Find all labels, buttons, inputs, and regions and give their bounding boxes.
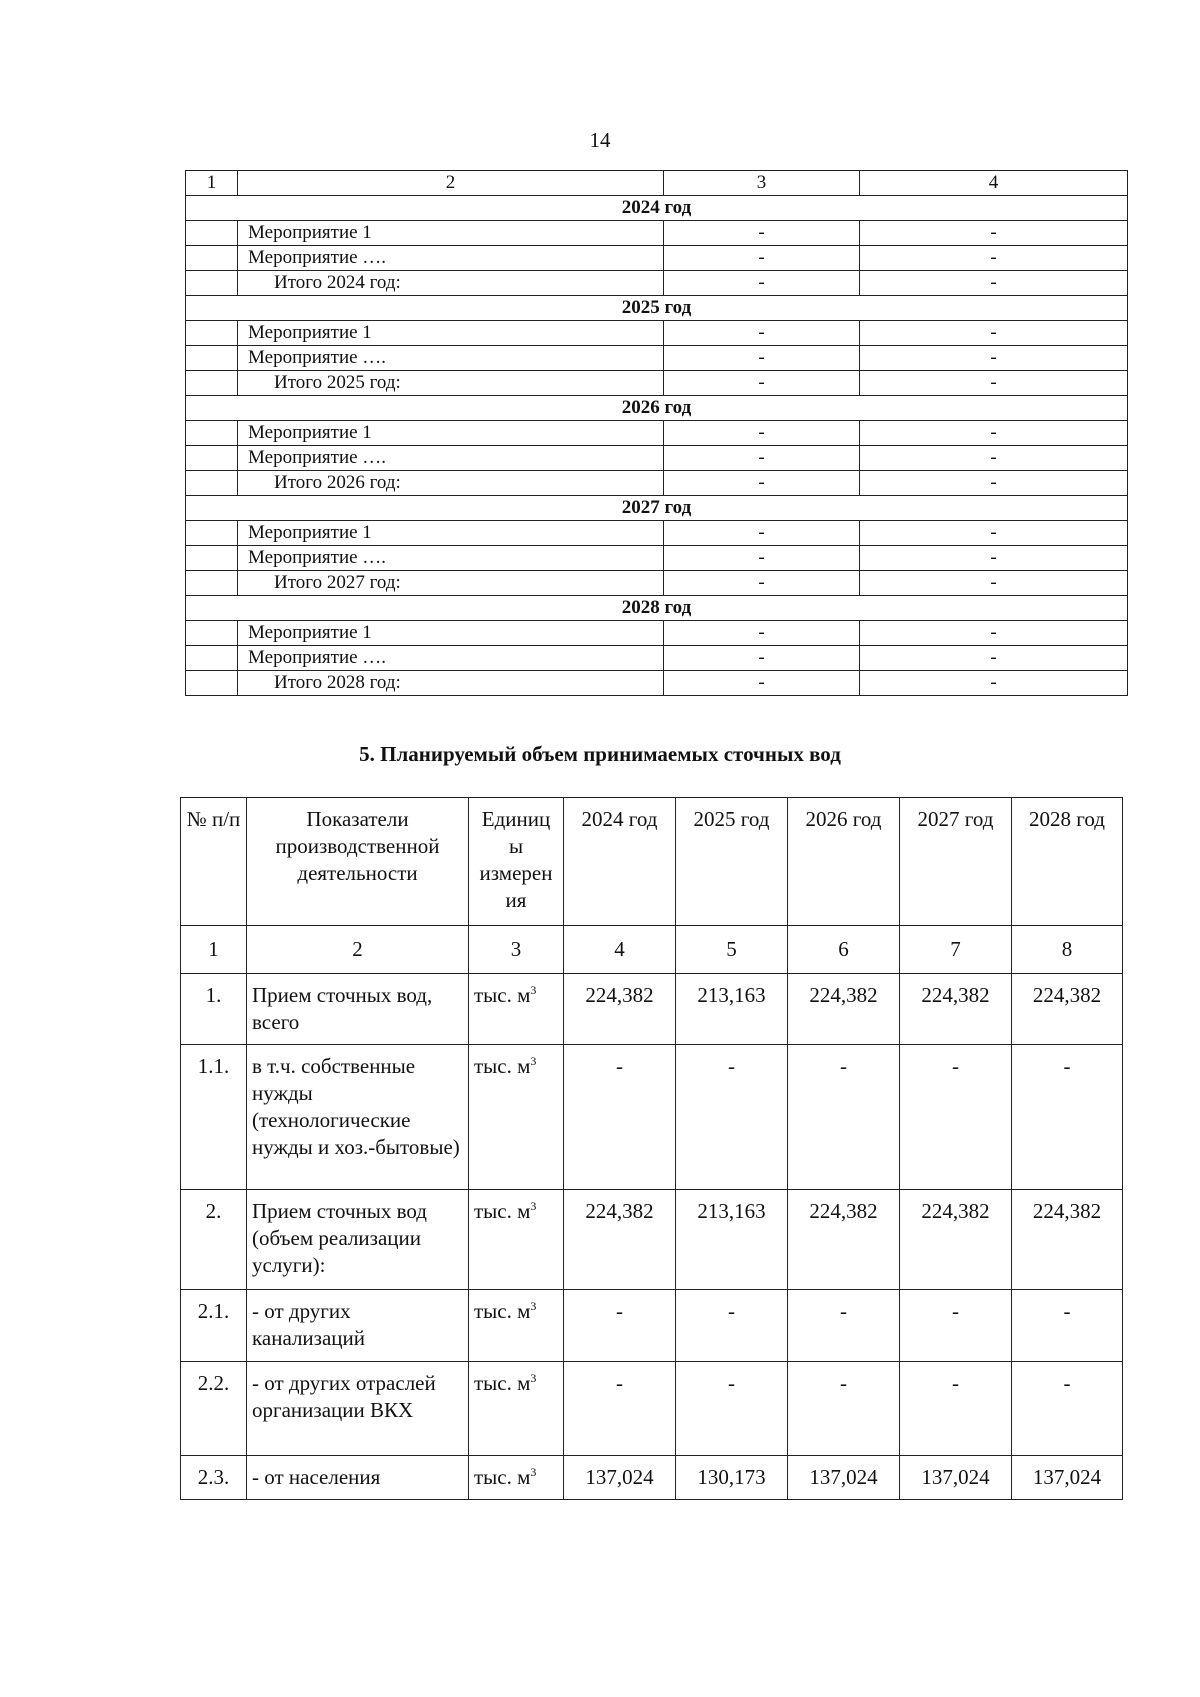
table-row bbox=[186, 221, 1128, 246]
header-2027: 2027 год bbox=[900, 798, 1012, 926]
value-cell-col4: - bbox=[860, 621, 1128, 646]
unit-text: тыс. м bbox=[474, 1199, 531, 1223]
row-number: 1. bbox=[181, 974, 247, 1045]
wastewater-table-column-numbers bbox=[181, 926, 1123, 974]
value-cell-2025: 213,163 bbox=[676, 1190, 788, 1290]
value-cell-col4: - bbox=[860, 321, 1128, 346]
value-cell-col4: - bbox=[860, 546, 1128, 571]
row-index-cell bbox=[186, 371, 238, 396]
value-cell-col4: - bbox=[860, 671, 1128, 696]
row-index-cell bbox=[186, 646, 238, 671]
col-number: 8 bbox=[1012, 926, 1123, 974]
events-table-body bbox=[186, 171, 1128, 696]
year-group-row bbox=[186, 196, 1128, 221]
unit-superscript: 3 bbox=[530, 983, 537, 997]
value-cell-col3: - bbox=[664, 646, 860, 671]
value-cell-2024: 224,382 bbox=[564, 1190, 676, 1290]
unit-text: тыс. м bbox=[474, 1465, 531, 1489]
row-index-cell bbox=[186, 421, 238, 446]
table-row bbox=[186, 521, 1128, 546]
value-cell-2027: 224,382 bbox=[900, 974, 1012, 1045]
year-group-row bbox=[186, 396, 1128, 421]
header-cell-3: 3 bbox=[664, 171, 860, 196]
value-cell-2025: 213,163 bbox=[676, 974, 788, 1045]
value-cell-col3: - bbox=[664, 346, 860, 371]
value-cell-col4: - bbox=[860, 646, 1128, 671]
value-cell-col3: - bbox=[664, 546, 860, 571]
value-cell-2028: 224,382 bbox=[1012, 974, 1123, 1045]
value-cell-col3: - bbox=[664, 521, 860, 546]
table-row bbox=[186, 646, 1128, 671]
value-cell-col4: - bbox=[860, 521, 1128, 546]
value-cell-2025: - bbox=[676, 1045, 788, 1190]
unit-superscript: 3 bbox=[530, 1299, 537, 1313]
table-row bbox=[181, 1045, 1123, 1190]
table-row bbox=[181, 1456, 1123, 1500]
value-cell-2027: - bbox=[900, 1290, 1012, 1362]
value-cell-2026: - bbox=[788, 1362, 900, 1456]
table-row bbox=[186, 571, 1128, 596]
row-index-cell bbox=[186, 321, 238, 346]
row-index-cell bbox=[186, 446, 238, 471]
row-index-cell bbox=[186, 546, 238, 571]
table-row bbox=[186, 471, 1128, 496]
header-num: № п/п bbox=[181, 798, 247, 926]
value-cell-2024: - bbox=[564, 1045, 676, 1190]
indicator-label: в т.ч. собственные нужды (технологические нужды и хоз.-бытовые) bbox=[247, 1045, 469, 1190]
value-cell-2028: 137,024 bbox=[1012, 1456, 1123, 1500]
section-title: 5. Планируемый объем принимаемых сточных вод bbox=[359, 742, 841, 766]
col-number: 3 bbox=[469, 926, 564, 974]
table-row bbox=[186, 271, 1128, 296]
row-number: 2.2. bbox=[181, 1362, 247, 1456]
value-cell-2028: 224,382 bbox=[1012, 1190, 1123, 1290]
table-row bbox=[181, 1290, 1123, 1362]
value-cell-col4: - bbox=[860, 346, 1128, 371]
year-group-title: 2028 год bbox=[186, 596, 1128, 621]
row-number: 1.1. bbox=[181, 1045, 247, 1190]
event-label: Мероприятие 1 bbox=[238, 621, 664, 646]
row-index-cell bbox=[186, 246, 238, 271]
header-cell-4: 4 bbox=[860, 171, 1128, 196]
value-cell-2026: 137,024 bbox=[788, 1456, 900, 1500]
event-label: Мероприятие …. bbox=[238, 646, 664, 671]
event-label: Мероприятие 1 bbox=[238, 421, 664, 446]
col-number: 1 bbox=[181, 926, 247, 974]
indicator-label: Прием сточных вод (объем реализации услуги): bbox=[247, 1190, 469, 1290]
table-row bbox=[186, 421, 1128, 446]
row-number: 2.1. bbox=[181, 1290, 247, 1362]
value-cell-col3: - bbox=[664, 671, 860, 696]
value-cell-col4: - bbox=[860, 421, 1128, 446]
unit-cell bbox=[469, 1190, 564, 1290]
value-cell-2026: - bbox=[788, 1290, 900, 1362]
unit-superscript: 3 bbox=[530, 1371, 537, 1385]
header-2026: 2026 год bbox=[788, 798, 900, 926]
value-cell-col4: - bbox=[860, 471, 1128, 496]
row-index-cell bbox=[186, 346, 238, 371]
unit-superscript: 3 bbox=[530, 1465, 537, 1479]
wastewater-volume-table-body bbox=[181, 798, 1123, 1500]
year-group-title: 2025 год bbox=[186, 296, 1128, 321]
events-table bbox=[185, 170, 1128, 696]
total-label: Итого 2028 год: bbox=[238, 671, 664, 696]
wastewater-table-header-row bbox=[181, 798, 1123, 926]
row-number: 2. bbox=[181, 1190, 247, 1290]
year-group-title: 2026 год bbox=[186, 396, 1128, 421]
year-group-row bbox=[186, 296, 1128, 321]
unit-text: тыс. м bbox=[474, 1299, 531, 1323]
event-label: Мероприятие …. bbox=[238, 246, 664, 271]
event-label: Мероприятие 1 bbox=[238, 221, 664, 246]
value-cell-col3: - bbox=[664, 621, 860, 646]
value-cell-col4: - bbox=[860, 446, 1128, 471]
row-index-cell bbox=[186, 471, 238, 496]
value-cell-col4: - bbox=[860, 246, 1128, 271]
value-cell-2028: - bbox=[1012, 1362, 1123, 1456]
row-index-cell bbox=[186, 521, 238, 546]
value-cell-2025: - bbox=[676, 1362, 788, 1456]
value-cell-2024: 224,382 bbox=[564, 974, 676, 1045]
value-cell-2028: - bbox=[1012, 1045, 1123, 1190]
value-cell-col3: - bbox=[664, 446, 860, 471]
col-number: 6 bbox=[788, 926, 900, 974]
value-cell-2024: - bbox=[564, 1362, 676, 1456]
table-row bbox=[186, 621, 1128, 646]
indicator-label: - от населения bbox=[247, 1456, 469, 1500]
row-number: 2.3. bbox=[181, 1456, 247, 1500]
value-cell-2026: 224,382 bbox=[788, 974, 900, 1045]
value-cell-col3: - bbox=[664, 571, 860, 596]
value-cell-2026: - bbox=[788, 1045, 900, 1190]
value-cell-2024: - bbox=[564, 1290, 676, 1362]
unit-cell bbox=[469, 974, 564, 1045]
indicator-label: Прием сточных вод, всего bbox=[247, 974, 469, 1045]
unit-text: тыс. м bbox=[474, 983, 531, 1007]
value-cell-2028: - bbox=[1012, 1290, 1123, 1362]
unit-cell bbox=[469, 1290, 564, 1362]
value-cell-2025: 130,173 bbox=[676, 1456, 788, 1500]
table-row bbox=[186, 346, 1128, 371]
table-row bbox=[186, 446, 1128, 471]
unit-cell bbox=[469, 1456, 564, 1500]
table-row bbox=[186, 371, 1128, 396]
value-cell-col4: - bbox=[860, 571, 1128, 596]
value-cell-2025: - bbox=[676, 1290, 788, 1362]
indicator-label: - от других канализаций bbox=[247, 1290, 469, 1362]
event-label: Мероприятие 1 bbox=[238, 321, 664, 346]
event-label: Мероприятие …. bbox=[238, 346, 664, 371]
value-cell-col4: - bbox=[860, 271, 1128, 296]
year-group-title: 2024 год bbox=[186, 196, 1128, 221]
value-cell-col4: - bbox=[860, 371, 1128, 396]
header-2025: 2025 год bbox=[676, 798, 788, 926]
col-number: 7 bbox=[900, 926, 1012, 974]
value-cell-col3: - bbox=[664, 371, 860, 396]
year-group-title: 2027 год bbox=[186, 496, 1128, 521]
header-2028: 2028 год bbox=[1012, 798, 1123, 926]
value-cell-2027: - bbox=[900, 1045, 1012, 1190]
value-cell-col3: - bbox=[664, 246, 860, 271]
total-label: Итого 2026 год: bbox=[238, 471, 664, 496]
events-table-header-row bbox=[186, 171, 1128, 196]
value-cell-2027: 224,382 bbox=[900, 1190, 1012, 1290]
year-group-row bbox=[186, 596, 1128, 621]
header-2024: 2024 год bbox=[564, 798, 676, 926]
header-unit: Единиц ы измерен ия bbox=[469, 798, 564, 926]
table-row bbox=[186, 321, 1128, 346]
unit-text: тыс. м bbox=[474, 1054, 531, 1078]
row-index-cell bbox=[186, 271, 238, 296]
value-cell-col3: - bbox=[664, 271, 860, 296]
unit-superscript: 3 bbox=[530, 1054, 537, 1068]
event-label: Мероприятие …. bbox=[238, 546, 664, 571]
value-cell-col3: - bbox=[664, 221, 860, 246]
indicator-label: - от других отраслей организации ВКХ bbox=[247, 1362, 469, 1456]
wastewater-volume-table bbox=[180, 797, 1123, 1500]
row-index-cell bbox=[186, 221, 238, 246]
page-number: 14 bbox=[589, 128, 611, 152]
event-label: Мероприятие 1 bbox=[238, 521, 664, 546]
header-cell-1: 1 bbox=[186, 171, 238, 196]
unit-superscript: 3 bbox=[530, 1199, 537, 1213]
total-label: Итого 2027 год: bbox=[238, 571, 664, 596]
table-row bbox=[181, 1190, 1123, 1290]
total-label: Итого 2025 год: bbox=[238, 371, 664, 396]
value-cell-col4: - bbox=[860, 221, 1128, 246]
value-cell-2027: 137,024 bbox=[900, 1456, 1012, 1500]
row-index-cell bbox=[186, 671, 238, 696]
col-number: 4 bbox=[564, 926, 676, 974]
row-index-cell bbox=[186, 621, 238, 646]
value-cell-2026: 224,382 bbox=[788, 1190, 900, 1290]
value-cell-2024: 137,024 bbox=[564, 1456, 676, 1500]
header-indicator: Показатели производственной деятельности bbox=[247, 798, 469, 926]
event-label: Мероприятие …. bbox=[238, 446, 664, 471]
col-number: 2 bbox=[247, 926, 469, 974]
value-cell-col3: - bbox=[664, 321, 860, 346]
row-index-cell bbox=[186, 571, 238, 596]
value-cell-2027: - bbox=[900, 1362, 1012, 1456]
header-cell-2: 2 bbox=[238, 171, 664, 196]
table-row bbox=[186, 671, 1128, 696]
value-cell-col3: - bbox=[664, 471, 860, 496]
table-row bbox=[181, 974, 1123, 1045]
unit-text: тыс. м bbox=[474, 1371, 531, 1395]
table-row bbox=[186, 546, 1128, 571]
table-row bbox=[186, 246, 1128, 271]
table-row bbox=[181, 1362, 1123, 1456]
col-number: 5 bbox=[676, 926, 788, 974]
total-label: Итого 2024 год: bbox=[238, 271, 664, 296]
unit-cell bbox=[469, 1045, 564, 1190]
year-group-row bbox=[186, 496, 1128, 521]
value-cell-col3: - bbox=[664, 421, 860, 446]
unit-cell bbox=[469, 1362, 564, 1456]
